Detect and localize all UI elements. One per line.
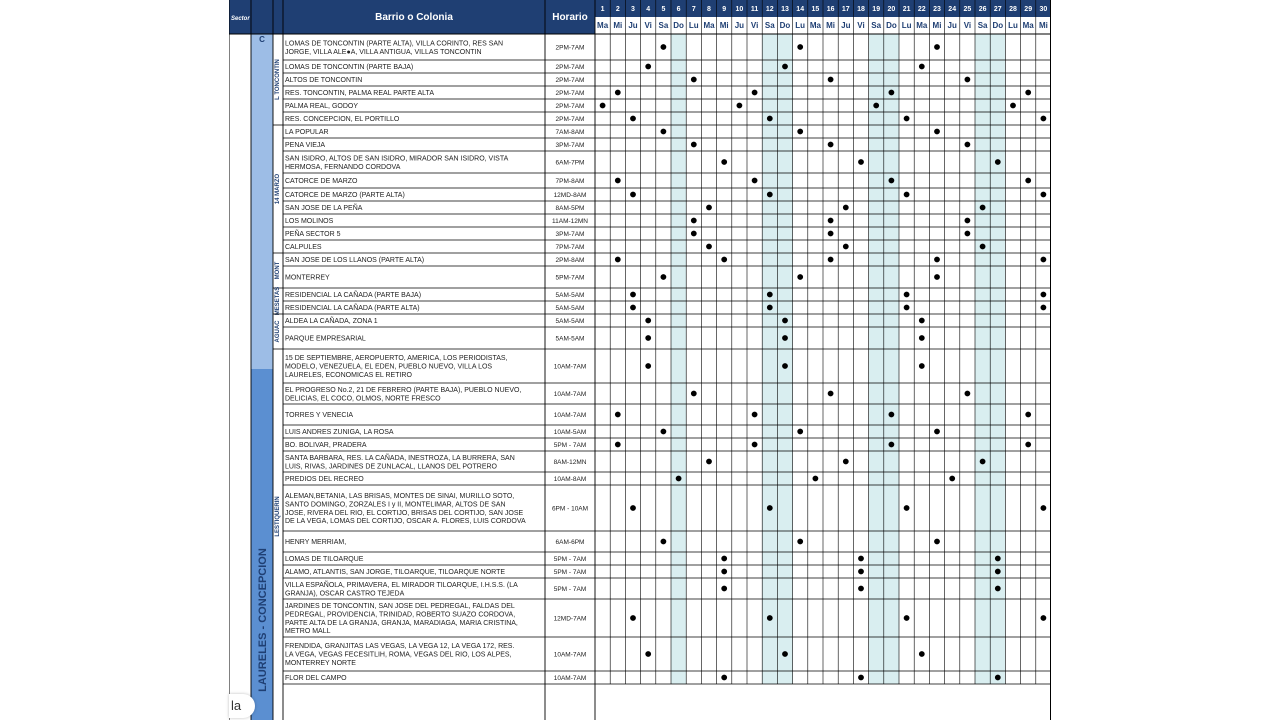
weekend-column-shade [671, 34, 686, 684]
header-day-number: 22 [917, 6, 926, 13]
schedule-dot [980, 459, 986, 465]
colonia-name: METRO MALL [285, 628, 331, 636]
colonia-name: PREDIOS DEL RECREO [285, 476, 364, 484]
schedule-dot [919, 318, 925, 324]
schedule-dot [630, 192, 636, 198]
schedule-dot [661, 274, 667, 280]
colonia-name: FRENDIDA, GRANJITAS LAS VEGAS, LA VEGA 12, LA VEGA 172, RES. [285, 643, 515, 651]
colonia-name: LA VEGA, VEGAS FECESITLIH, ROMA, VEGAS DEL RIO, LOS ALPES, [285, 651, 512, 659]
schedule-dot [904, 305, 910, 311]
schedule-dot [691, 77, 697, 83]
header-day-number: 26 [978, 6, 987, 13]
schedule-dot [782, 363, 788, 369]
schedule-dot [1041, 192, 1047, 198]
schedule-dot [1025, 90, 1031, 96]
subsector-band [273, 34, 283, 720]
schedule-dot [934, 274, 940, 280]
sector-column-bg [229, 34, 251, 720]
colonia-name: PEDREGAL, PROVIDENCIA, TRINIDAD, ROBERTO SUAZO CORDOVA, [285, 611, 516, 619]
horario-value: 7AM-8AM [555, 129, 585, 136]
schedule-dot [661, 429, 667, 435]
horario-value: 5PM - 7AM [553, 442, 587, 449]
header-day-number: 29 [1024, 6, 1033, 13]
schedule-dot [630, 116, 636, 122]
colonia-name: LOS MOLINOS [285, 218, 334, 226]
header-day-number: 5 [661, 6, 666, 13]
schedule-dot [737, 103, 743, 109]
header-day-number: 21 [902, 6, 911, 13]
header-day-name: Mi [613, 21, 623, 30]
colonia-name: TORRES Y VENECIA [285, 412, 354, 420]
schedule-dot [615, 442, 621, 448]
colonia-name: HERMOSA, FERNANDO CORDOVA [285, 163, 401, 171]
colonia-name: DE LA VEGA, LOMAS DEL CORTIJO, OSCAR A. FLORES, LUIS CORDOVA [285, 518, 526, 526]
horario-value: 5AM-5AM [555, 318, 585, 325]
schedule-svg [229, 0, 1051, 720]
horario-value: 7PM-7AM [555, 244, 585, 251]
colonia-name: ALAMO, ATLANTIS, SAN JORGE, TILOARQUE, TILOARQUE NORTE [285, 569, 506, 577]
header-day-name: Mi [932, 21, 942, 30]
weekend-column-shade [762, 34, 777, 684]
header-day-number: 25 [963, 6, 972, 13]
schedule-dot [828, 257, 834, 263]
schedule-dot [858, 556, 864, 562]
colonia-name: DELICIAS, EL COCO, OLMOS, NORTE FRESCO [285, 395, 441, 403]
header-day-number: 12 [765, 6, 774, 13]
horario-value: 5AM-5AM [555, 335, 585, 343]
colonia-name: RESIDENCIAL LA CAÑADA (PARTE ALTA) [285, 305, 420, 313]
horario-value: 10AM-7AM [553, 363, 587, 371]
header-day-number: 15 [811, 6, 820, 13]
horario-value: 10AM-8AM [553, 476, 587, 483]
schedule-dot [1041, 116, 1047, 122]
horario-value: 2PM-7AM [555, 44, 585, 52]
schedule-dot [691, 391, 697, 397]
horario-value: 3PM-7AM [555, 142, 585, 149]
schedule-dot [1041, 505, 1047, 511]
schedule-dot [843, 459, 849, 465]
schedule-dot [630, 292, 636, 298]
header-day-name: Lu [901, 21, 912, 30]
header-day-name: Sa [658, 21, 669, 30]
schedule-dot [828, 231, 834, 237]
schedule-dot [706, 205, 712, 211]
header-day-name: Mi [719, 21, 729, 30]
horario-value: 5PM - 7AM [553, 569, 587, 576]
header-day-number: 14 [796, 6, 805, 13]
schedule-dot [934, 257, 940, 263]
schedule-dot [752, 90, 758, 96]
header-day-number: 10 [735, 6, 744, 13]
header-sector-label: Sector [231, 16, 250, 22]
horario-value: 2PM-7AM [555, 64, 585, 71]
horario-value: 10AM-5AM [553, 429, 587, 436]
schedule-dot [919, 64, 925, 70]
header-day-name: Vi [857, 21, 865, 30]
schedule-dot [1025, 442, 1031, 448]
schedule-dot [813, 476, 819, 482]
header-colonia-label: Barrio o Colonia [375, 12, 453, 23]
schedule-dot [1041, 257, 1047, 263]
header-day-number: 11 [750, 6, 759, 13]
header-day-name: Ma [597, 21, 609, 30]
subsector-label: AGUAC [275, 320, 281, 343]
weekend-column-shade [884, 34, 899, 684]
schedule-dot [645, 335, 651, 341]
schedule-dot [767, 305, 773, 311]
sector-name-label: LAURELES - CONCEPCION [257, 548, 269, 692]
schedule-dot [904, 116, 910, 122]
schedule-dot [904, 615, 910, 621]
horario-value: 8AM-12MN [553, 459, 587, 466]
schedule-dot [721, 675, 727, 681]
schedule-dot [752, 442, 758, 448]
schedule-dot [934, 429, 940, 435]
header-day-name: Do [673, 21, 684, 30]
schedule-dot [645, 64, 651, 70]
schedule-dot [934, 539, 940, 545]
schedule-dot [980, 205, 986, 211]
header-day-number: 4 [646, 6, 651, 13]
schedule-dot [904, 192, 910, 198]
schedule-dot [752, 412, 758, 418]
schedule-dot [858, 159, 864, 165]
schedule-dot [889, 90, 895, 96]
colonia-name: VILLA ESPAÑOLA, PRIMAVERA, EL MIRADOR TILOARQUE, I.H.S.S. (LA [285, 581, 518, 589]
colonia-name: ALDEA LA CAÑADA, ZONA 1 [285, 318, 378, 326]
horario-value: 10AM-7AM [553, 391, 587, 398]
header-day-name: Ju [628, 21, 638, 30]
schedule-dot [995, 675, 1001, 681]
schedule-dot [889, 178, 895, 184]
schedule-dot [615, 178, 621, 184]
schedule-dot [965, 142, 971, 148]
colonia-name: JOSE, RIVERA DEL RIO, EL CORTIJO, BRISAS DEL CORTIJO, SAN JOSE [285, 509, 524, 517]
schedule-dot [767, 116, 773, 122]
horario-value: 7PM-8AM [555, 178, 585, 185]
colonia-name: JORGE, VILLA ALE●A, VILLA ANTIGUA, VILLAS TONCONTIN [285, 48, 482, 56]
colonia-name: RES. CONCEPCION, EL PORTILLO [285, 116, 400, 124]
colonia-name: CATORCE DE MARZO (PARTE ALTA) [285, 192, 405, 200]
horario-value: 6AM-6PM [555, 539, 585, 546]
schedule-dot [676, 476, 682, 482]
horario-value: 10AM-7AM [553, 412, 587, 419]
schedule-dot [965, 77, 971, 83]
schedule-dot [767, 615, 773, 621]
schedule-dot [843, 244, 849, 250]
schedule-dot [661, 44, 667, 50]
schedule-dot [721, 556, 727, 562]
colonia-name: LOMAS DE TILOARQUE [285, 556, 364, 564]
header-day-name: Vi [963, 21, 972, 30]
schedule-dot [904, 292, 910, 298]
schedule-dot [1041, 292, 1047, 298]
schedule-dot [858, 586, 864, 592]
schedule-dot [995, 556, 1001, 562]
sector-band-top [251, 34, 273, 369]
header-day-number: 8 [707, 6, 711, 13]
colonia-name: RESIDENCIAL LA CAÑADA (PARTE BAJA) [285, 292, 422, 300]
header-day-name: Mi [1038, 21, 1048, 30]
header-day-name: Do [779, 21, 791, 30]
header-day-number: 1 [600, 6, 605, 13]
header-day-name: Ju [841, 21, 851, 30]
header-day-number: 20 [887, 6, 896, 13]
colonia-name: BO. BOLIVAR, PRADERA [285, 442, 367, 450]
horario-value: 12MD-7AM [553, 615, 587, 623]
schedule-dot [615, 412, 621, 418]
horario-value: 11AM-12MN [551, 218, 589, 225]
schedule-dot [919, 651, 925, 657]
header-day-name: Sa [977, 21, 988, 30]
schedule-dot [767, 192, 773, 198]
horario-value: 6AM-7PM [555, 159, 585, 167]
colonia-name: MONTERREY [285, 274, 330, 282]
schedule-dot [797, 274, 803, 280]
schedule-dot [919, 363, 925, 369]
colonia-name: MONTERREY NORTE [285, 660, 356, 667]
colonia-name: LA POPULAR [285, 129, 329, 137]
horario-value: 2PM-7AM [555, 103, 585, 110]
schedule-dot [661, 129, 667, 135]
colonia-name: SAN ISIDRO, ALTOS DE SAN ISIDRO, MIRADOR SAN ISIDRO, VISTA [285, 155, 509, 163]
colonia-name: LUIS, RIVAS, JARDINES DE ZUNLACAL, LLANOS DEL POTRERO [285, 463, 497, 471]
schedule-dot [949, 476, 955, 482]
colonia-name: HENRY MERRIAM, [285, 539, 347, 547]
header-day-number: 24 [948, 6, 957, 13]
schedule-dot [1041, 305, 1047, 311]
header-day-name: Sa [764, 21, 775, 30]
colonia-name: CALPULES [285, 244, 322, 252]
schedule-dot [934, 129, 940, 135]
header-day-name: Lu [1008, 21, 1018, 30]
header-day-number: 28 [1009, 6, 1017, 13]
horario-value: 2PM-7AM [555, 116, 585, 123]
header-day-name: Ma [809, 21, 821, 30]
header-day-number: 17 [841, 6, 850, 13]
schedule-dot [995, 159, 1001, 165]
schedule-dot [615, 257, 621, 263]
horario-value: 12MD-8AM [553, 192, 587, 199]
header-day-number: 23 [933, 6, 941, 13]
schedule-dot [721, 257, 727, 263]
schedule-dot [782, 64, 788, 70]
header-day-name: Lu [795, 21, 806, 30]
colonia-name: GRANJA), OSCAR CASTRO TEJEDA [285, 590, 405, 598]
horario-value: 8AM-5PM [555, 205, 585, 212]
header-day-name: Vi [750, 21, 759, 30]
horario-value: 5PM - 7AM [553, 556, 587, 563]
header-day-number: 2 [615, 6, 620, 13]
header-day-name: Ju [734, 21, 745, 30]
schedule-dot [965, 231, 971, 237]
header-day-number: 16 [826, 6, 835, 13]
header-day-number: 9 [722, 6, 727, 13]
schedule-dot [661, 539, 667, 545]
weekend-column-shade [777, 34, 792, 684]
schedule-dot [889, 412, 895, 418]
horario-value: 10AM-7AM [553, 651, 587, 659]
subsector-label: LESTIQUERIN [275, 496, 281, 537]
schedule-dot [600, 103, 606, 109]
schedule-dot [1025, 412, 1031, 418]
schedule-dot [1025, 178, 1031, 184]
schedule-dot [965, 218, 971, 224]
colonia-name: LOMAS DE TONCONTIN (PARTE ALTA), VILLA CORINTO, RES SAN [285, 40, 504, 48]
colonia-name: SAN JOSE DE LOS LLANOS (PARTE ALTA) [285, 257, 425, 265]
horario-value: 5PM - 7AM [553, 586, 587, 593]
horario-value: 2PM-8AM [555, 257, 585, 264]
schedule-dot [797, 44, 803, 50]
colonia-name: PALMA REAL, GODOY [285, 103, 359, 111]
schedule-dot [767, 505, 773, 511]
schedule-dot [995, 569, 1001, 575]
schedule-dot [752, 178, 758, 184]
colonia-name: CATORCE DE MARZO [285, 178, 358, 186]
schedule-dot [980, 244, 986, 250]
header-horario-label: Horario [552, 12, 588, 23]
schedule-dot [706, 244, 712, 250]
colonia-name: JARDINES DE TONCONTIN, SAN JOSE DEL PEDREGAL, FALDAS DEL [285, 603, 515, 610]
header-day-name: Ma [1022, 21, 1034, 30]
schedule-dot [843, 205, 849, 211]
schedule-table [229, 0, 1051, 720]
subsector-label: 14 MARZO [275, 173, 281, 205]
schedule-dot [706, 459, 712, 465]
schedule-dot [919, 335, 925, 341]
colonia-name: ALTOS DE TONCONTIN [285, 77, 363, 85]
header-day-name: Ma [916, 21, 928, 30]
colonia-name: PEÑA SECTOR 5 [285, 231, 341, 239]
header-day-number: 19 [872, 6, 881, 13]
colonia-name: SANTA BARBARA, RES. LA CAÑADA, INESTROZA, LA BURRERA, SAN [285, 454, 515, 462]
header-day-name: Ma [703, 21, 715, 30]
schedule-dot [645, 318, 651, 324]
colonia-name: LUIS ANDRES ZUNIGA, LA ROSA [285, 429, 394, 437]
schedule-dot [1041, 615, 1047, 621]
schedule-dot [691, 231, 697, 237]
header-day-name: Sa [871, 21, 882, 30]
schedule-dot [828, 391, 834, 397]
schedule-dot [721, 569, 727, 575]
schedule-dot [630, 305, 636, 311]
schedule-dot [965, 391, 971, 397]
header-day-number: 27 [993, 6, 1002, 13]
header-day-number: 6 [676, 6, 681, 13]
schedule-dot [691, 142, 697, 148]
schedule-dot [858, 675, 864, 681]
schedule-dot [721, 586, 727, 592]
schedule-dot [828, 218, 834, 224]
schedule-dot [645, 651, 651, 657]
header-day-number: 30 [1039, 6, 1048, 13]
header-day-name: Ju [947, 21, 957, 30]
schedule-dot [828, 142, 834, 148]
colonia-name: ALEMAN,BETANIA, LAS BRISAS, MONTES DE SINAI, MURILLO SOTO, [285, 493, 515, 500]
schedule-dot [721, 159, 727, 165]
schedule-dot [889, 442, 895, 448]
sector-top-label: C [259, 35, 265, 44]
schedule-dot [645, 363, 651, 369]
colonia-name: LOMAS DE TONCONTIN (PARTE BAJA) [285, 64, 414, 72]
colonia-name: MODELO, VENEZUELA, EL EDEN, PUEBLO NUEVO, VILLA LOS [285, 363, 493, 371]
weekend-column-shade [975, 34, 990, 684]
schedule-dot [767, 292, 773, 298]
horario-value: 2PM-7AM [555, 77, 585, 84]
colonia-name: LAURELES, ECONOMICAS EL RETIRO [285, 372, 412, 379]
colonia-name: FLOR DEL CAMPO [285, 675, 347, 683]
schedule-dot [782, 318, 788, 324]
schedule-dot [797, 129, 803, 135]
colonia-name: SAN JOSE DE LA PEÑA [285, 205, 363, 213]
schedule-dot [934, 44, 940, 50]
schedule-dot [691, 218, 697, 224]
header-day-name: Do [992, 21, 1004, 30]
schedule-dot [630, 505, 636, 511]
schedule-dot [797, 539, 803, 545]
colonia-name: RES. TONCONTIN, PALMA REAL PARTE ALTA [285, 90, 434, 98]
horario-value: 10AM-7AM [553, 675, 587, 682]
schedule-dot [828, 77, 834, 83]
schedule-dot [615, 90, 621, 96]
horario-value: 5AM-5AM [555, 305, 585, 312]
subsector-label: MESETAS [275, 286, 281, 316]
colonia-name: PARQUE EMPRESARIAL [285, 335, 366, 343]
subsector-label: MONT [275, 261, 281, 280]
colonia-name: EL PROGRESO No.2, 21 DE FEBRERO (PARTE BAJA), PUEBLO NUEVO, [285, 386, 522, 394]
weekend-column-shade [869, 34, 884, 684]
schedule-dot [797, 429, 803, 435]
horario-value: 3PM-7AM [555, 231, 585, 238]
corner-tab-label: la [229, 694, 255, 718]
schedule-dot [630, 615, 636, 621]
schedule-dot [782, 651, 788, 657]
schedule-dot [1010, 103, 1016, 109]
header-day-number: 3 [631, 6, 635, 13]
header-day-name: Vi [644, 21, 652, 30]
header-day-number: 18 [857, 6, 865, 13]
schedule-dot [904, 505, 910, 511]
schedule-dot [873, 103, 879, 109]
header-day-number: 13 [781, 6, 789, 13]
schedule-dot [858, 569, 864, 575]
horario-value: 6PM - 10AM [551, 505, 589, 513]
header-day-number: 7 [691, 6, 696, 13]
header-day-name: Mi [826, 21, 836, 30]
colonia-name: 15 DE SEPTIEMBRE, AEROPUERTO, AMERICA, LOS PERIODISTAS, [285, 355, 508, 363]
schedule-dot [782, 335, 788, 341]
header-day-name: Lu [688, 21, 699, 30]
subsector-label: L TONCONTIN [275, 59, 281, 100]
horario-value: 5PM-7AM [555, 274, 585, 282]
schedule-dot [995, 586, 1001, 592]
colonia-name: PENA VIEJA [285, 142, 326, 150]
horario-value: 5AM-5AM [555, 292, 585, 299]
header-day-name: Do [886, 21, 897, 30]
colonia-name: PARTE ALTA DE LA GRANJA, GRANJA, MARADIAGA, MARIA CRISTINA, [285, 619, 518, 627]
colonia-name: SANTO DOMINGO, ZORZALES I y II, MONTELIMAR, ALTOS DE SAN [285, 501, 506, 509]
horario-value: 2PM-7AM [555, 90, 585, 97]
